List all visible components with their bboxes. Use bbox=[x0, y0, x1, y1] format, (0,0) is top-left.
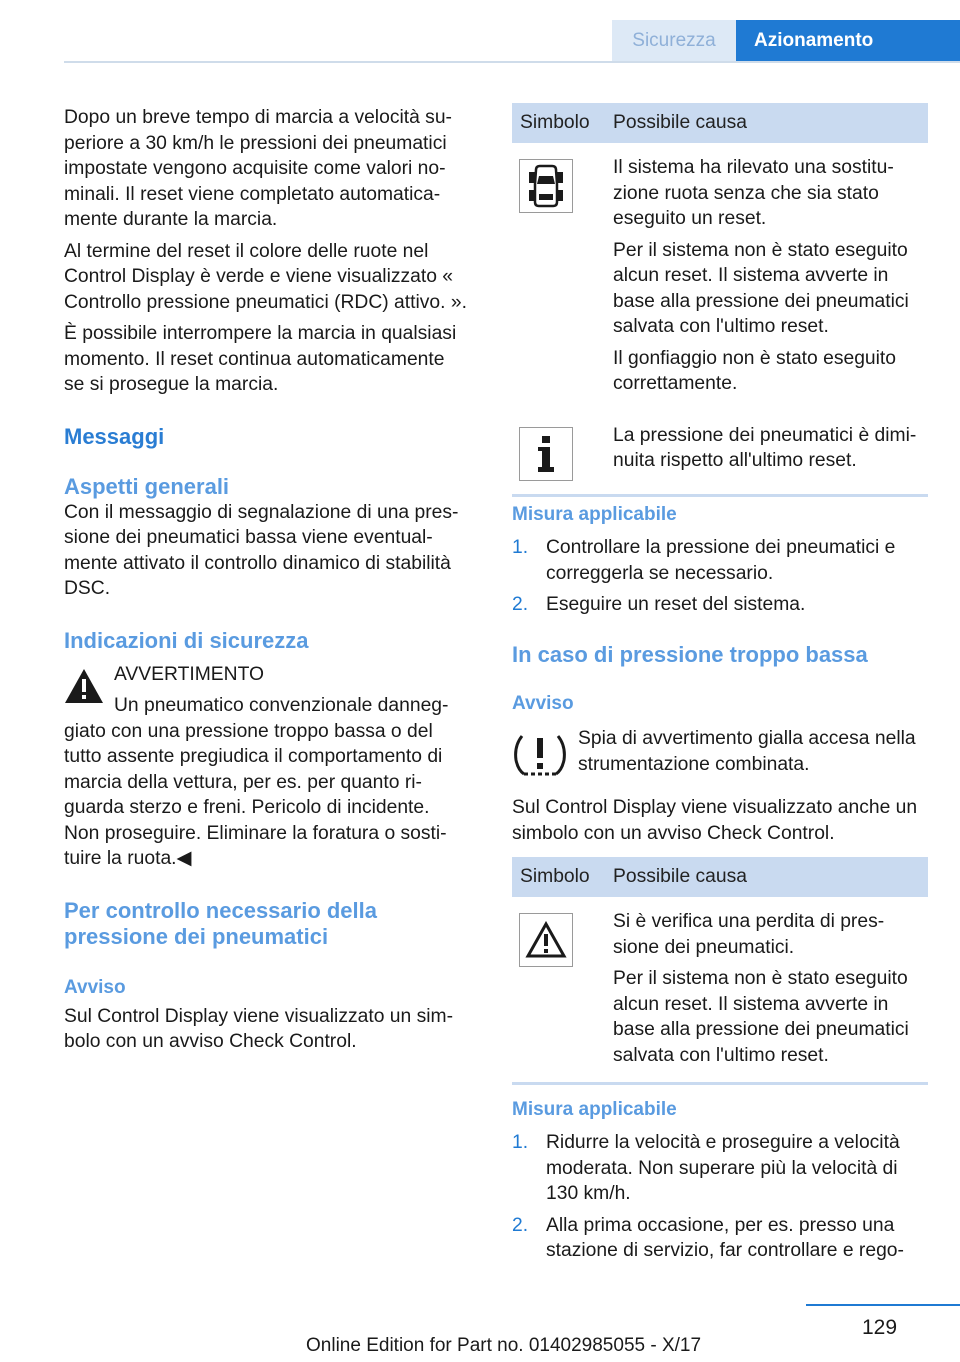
misura-section-1 bbox=[512, 503, 928, 624]
warning-text-first-line: Un pneumatico convenzionale danneg- bbox=[114, 695, 449, 716]
heading-misura-2: Misura applicabile bbox=[512, 1099, 677, 1120]
heading-pressione-bassa: In caso di pressione troppo bassa bbox=[512, 642, 868, 667]
car-tire-reset-icon bbox=[519, 159, 573, 213]
footer-edition: Online Edition for Part no. 01402985055 - X/17 bbox=[306, 1335, 702, 1356]
heading-avviso-left: Avviso bbox=[64, 976, 126, 998]
paragraph-dsc: Con il messaggio di segnalazione di una pres-sione dei pneumatici bassa viene eventual-mente attivato il controllo dinamico di stabilità DSC. bbox=[64, 501, 459, 599]
heading-misura-1: Misura applicabile bbox=[512, 504, 677, 525]
heading-messaggi: Messaggi bbox=[64, 423, 165, 449]
table-row bbox=[512, 897, 928, 1082]
list-item: 2. Eseguire un reset del sistema. bbox=[512, 594, 806, 615]
paragraph-reset-complete: Al termine del reset il colore delle ruote nel Control Display è verde e viene visualizzato « Controllo pressione pneumatici (RDC) attivo. ». bbox=[64, 240, 467, 313]
warning-triangle-icon bbox=[519, 913, 573, 967]
table2-header-cause: Possibile causa bbox=[605, 857, 928, 897]
table2-bottom-rule bbox=[512, 1082, 928, 1085]
table2-row1-para1: Si è verifica una perdita di pres-sione dei pneumatici. bbox=[613, 911, 885, 958]
table2-header-symbol: Simbolo bbox=[512, 857, 605, 897]
symbol-table-2-wrap bbox=[512, 857, 928, 1085]
heading-aspetti-generali: Aspetti generali bbox=[64, 473, 230, 499]
footer-divider bbox=[806, 1304, 960, 1306]
table1-bottom-rule bbox=[512, 494, 928, 497]
safety-warning bbox=[64, 662, 468, 719]
info-icon bbox=[519, 427, 573, 481]
left-column bbox=[64, 105, 468, 1055]
low-pressure-section bbox=[512, 642, 928, 846]
table1-row1-para3: Il gonfiaggio non è stato eseguito correttamente. bbox=[613, 347, 897, 394]
list-item: 1. Controllare la pressione dei pneumatici e correggerla se necessario. bbox=[512, 537, 896, 584]
list-item: 1. Ridurre la velocità e proseguire a velocità moderata. Non superare più la velocità di 130 km/h. bbox=[512, 1132, 900, 1204]
symbol-table-2 bbox=[512, 857, 928, 1082]
table1-row2-para1: La pressione dei pneumatici è dimi-nuita rispetto all'ultimo reset. bbox=[613, 424, 917, 471]
tire-pressure-warning bbox=[512, 726, 928, 785]
table-row bbox=[512, 411, 928, 494]
misura-1-steps bbox=[512, 535, 928, 618]
table2-row1-para2: Per il sistema non è stato eseguito alcun reset. Il sistema avverte in base alla pressione dei pneumatici salvata con l'ultimo reset. bbox=[613, 968, 909, 1066]
header-section-tab: Sicurezza bbox=[612, 20, 736, 62]
paragraph-check-control-left: Sul Control Display viene visualizzato un sim-bolo con un avviso Check Control. bbox=[64, 1005, 453, 1052]
warning-title: AVVERTIMENTO bbox=[114, 663, 264, 685]
table1-header-cause: Possibile causa bbox=[605, 103, 928, 143]
symbol-table-1-wrap bbox=[512, 103, 928, 497]
paragraph-check-control-right: Sul Control Display viene visualizzato anche un simbolo con un avviso Check Control. bbox=[512, 797, 918, 844]
misura-2-steps bbox=[512, 1130, 928, 1264]
warning-triangle-icon bbox=[64, 662, 114, 719]
warning-light-text: Spia di avvertimento gialla accesa nella strumentazione combinata. bbox=[578, 728, 916, 775]
heading-avviso-right: Avviso bbox=[512, 693, 574, 714]
misura-section-2 bbox=[512, 1098, 928, 1270]
table1-row1-para1: Il sistema ha rilevato una sostitu-zione ruota senza che sia stato eseguito un reset. bbox=[613, 157, 894, 229]
heading-indicazioni-sicurezza: Indicazioni di sicurezza bbox=[64, 627, 309, 653]
symbol-table-1 bbox=[512, 103, 928, 494]
warning-text: giato con una pressione troppo bassa o del tutto assente pregiudica il comportamento di marcia della vettura, per es. per quanto ri-guarda sterzo e freni. Pericolo di incidente. Non proseguire. Eliminare la foratura o sosti-tuire la ruota.◀ bbox=[64, 720, 447, 869]
header-active-tab: Azionamento bbox=[736, 20, 960, 62]
paragraph-interrupt: È possibile interrompere la marcia in qualsiasi momento. Il reset continua automaticamente se si prosegue la marcia. bbox=[64, 323, 457, 395]
paragraph-reset-speed: Dopo un breve tempo di marcia a velocità su-periore a 30 km/h le pressioni dei pneumatici impostate vengono acquisite come valori no-minali. Il reset viene completato automatica-mente durante la marcia. bbox=[64, 107, 452, 230]
table-row bbox=[512, 143, 928, 411]
header-divider bbox=[64, 61, 960, 63]
table1-header-symbol: Simbolo bbox=[512, 103, 605, 143]
table1-row1-para2: Per il sistema non è stato eseguito alcun reset. Il sistema avverte in base alla pressione dei pneumatici salvata con l'ultimo reset. bbox=[613, 239, 909, 337]
tire-pressure-warning-light-icon bbox=[512, 726, 578, 785]
heading-per-controllo: Per controllo necessario della pressione dei pneumatici bbox=[64, 897, 378, 949]
list-item: 2. Alla prima occasione, per es. presso una stazione di servizio, far controllare e rego- bbox=[512, 1214, 904, 1261]
page-number: 129 bbox=[862, 1316, 898, 1339]
